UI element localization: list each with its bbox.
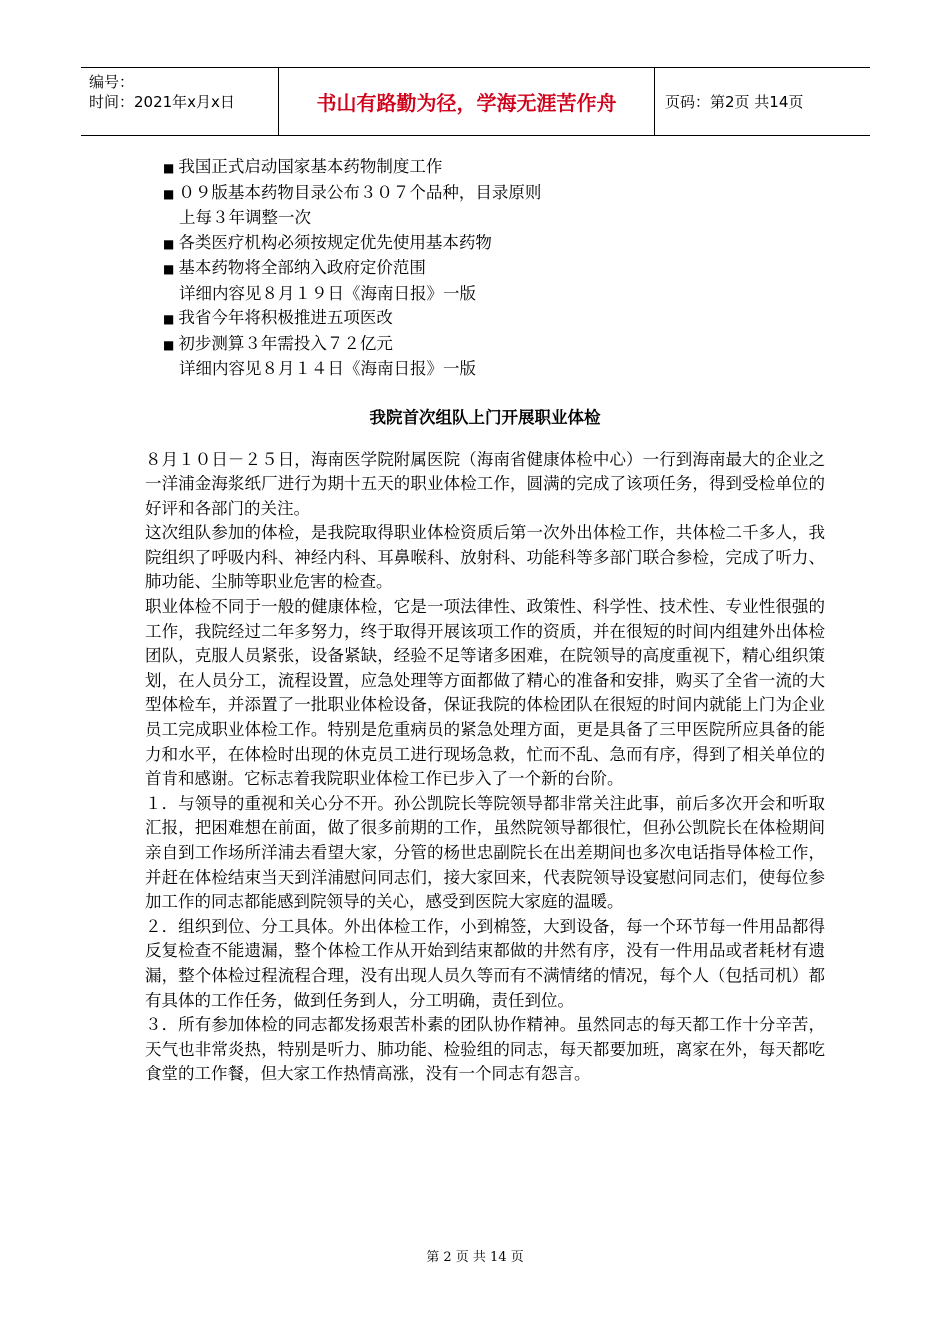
article-paragraph: ８月１０日－２５日，海南医学院附属医院（海南省健康体检中心）一行到海南最大的企业之一洋浦金海浆纸厂进行为期十五天的职业体检工作，圆满的完成了该项任务，得到受检单位的好评和各部门的关注。 (145, 449, 825, 518)
bullet-text: ０９版基本药物目录公布３０７个品种，目录原则 (178, 182, 542, 202)
article-body (145, 448, 825, 1087)
bullet-item (163, 332, 843, 358)
square-bullet-icon: ■ (163, 337, 175, 352)
header-page-info: 页码：第2页 共14页 (665, 93, 804, 111)
bullet-item (163, 155, 843, 181)
document-code-label: 编号： (89, 73, 135, 91)
bullet-text: 各类医疗机构必须按规定优先使用基本药物 (178, 232, 492, 252)
news-bullet-list (163, 155, 843, 382)
bullet-item (163, 306, 843, 332)
square-bullet-icon: ■ (163, 262, 175, 276)
bullet-text: 详细内容见８月１９日《海南日报》一版 (179, 283, 476, 303)
bullet-text: 基本药物将全部纳入政府定价范围 (178, 258, 426, 277)
bullet-item (163, 282, 843, 307)
bullet-text: 上每３年调整一次 (179, 208, 311, 227)
page-content (145, 155, 825, 1087)
article-paragraph: 这次组队参加的体检，是我院取得职业体检资质后第一次外出体检工作，共体检二千多人，我院组织了呼吸内科、神经内科、耳鼻喉科、放射科、功能科等多部门联合参检，完成了听力、肺功能、尘肺等职业危害的检查。 (145, 523, 825, 592)
bullet-text: 我国正式启动国家基本药物制度工作 (178, 157, 443, 176)
article-paragraph: 职业体检不同于一般的健康体检，它是一项法律性、政策性、科学性、技术性、专业性很强的工作，我院经过二年多努力，终于取得开展该项工作的资质，并在很短的时间内组建外出体检团队，克服人员紧张，设备紧缺，经验不足等诸多困难，在院领导的高度重视下，精心组织策划，在人员分工，流程设置，应急处理等方面都做了精心的准备和安排，购买了全省一流的大型体检车，并添置了一批职业体检设备，保证我院的体检团队在很短的时间内就能上门为企业员工完成职业体检工作。特别是危重病员的紧急处理方面，更是具备了三甲医院所应具备的能力和水平，在体检时出现的休克员工进行现场急救，忙而不乱、急而有序，得到了相关单位的首肯和感谢。它标志着我院职业体检工作已步入了一个新的台阶。 (145, 597, 825, 789)
bullet-item (163, 181, 843, 207)
bullet-item (163, 357, 843, 382)
article-paragraph: １．与领导的重视和关心分不开。孙公凯院长等院领导都非常关注此事，前后多次开会和听取汇报，把困难想在前面，做了很多前期的工作，虽然院领导都很忙，但孙公凯院长在体检期间亲自到工作场所洋浦去看望大家，分管的杨世忠副院长在出差期间也多次电话指导体检工作，并赶在体检结束当天到洋浦慰问同志们，接大家回来，代表院领导设宴慰问同志们，使每位参加工作的同志都能感到院领导的关心，感受到医院大家庭的温暖。 (145, 793, 825, 912)
article-paragraph: ３．所有参加体检的同志都发扬艰苦朴素的团队协作精神。虽然同志的每天都工作十分辛苦，天气也非常炎热，特别是听力、肺功能、检验组的同志，每天都要加班，离家在外，每天都吃食堂的工作餐，但大家工作热情高涨，没有一个同志有怨言。 (145, 1015, 825, 1084)
bullet-item (163, 206, 843, 231)
page-footer: 第 2 页 共 14 页 (426, 1250, 524, 1265)
header-motto: 书山有路勤为径，学海无涯苦作舟 (279, 68, 655, 135)
article-title: 我院首次组队上门开展职业体检 (369, 407, 601, 427)
bullet-item (163, 256, 843, 282)
document-date: 时间：2021年x月x日 (89, 93, 235, 111)
bullet-text: 我省今年将积极推进五项医改 (178, 308, 393, 327)
bullet-item (163, 231, 843, 257)
square-bullet-icon: ■ (163, 186, 175, 201)
square-bullet-icon: ■ (163, 312, 175, 326)
square-bullet-icon: ■ (163, 161, 175, 175)
article-paragraph: ２．组织到位、分工具体。外出体检工作，小到棉签，大到设备，每一个环节每一件用品都得反复检查不能遗漏，整个体检工作从开始到结束都做的井然有序，没有一件用品或者耗材有遗漏，整个体检过程流程合理，没有出现人员久等而有不满情绪的情况，每个人（包括司机）都有具体的工作任务，做到任务到人，分工明确，责任到位。 (145, 916, 825, 1010)
bullet-text: 详细内容见８月１４日《海南日报》一版 (179, 359, 476, 378)
header-meta (81, 68, 279, 135)
page-header (81, 67, 870, 136)
square-bullet-icon: ■ (163, 236, 175, 251)
bullet-text: 初步测算３年需投入７２亿元 (178, 333, 393, 353)
